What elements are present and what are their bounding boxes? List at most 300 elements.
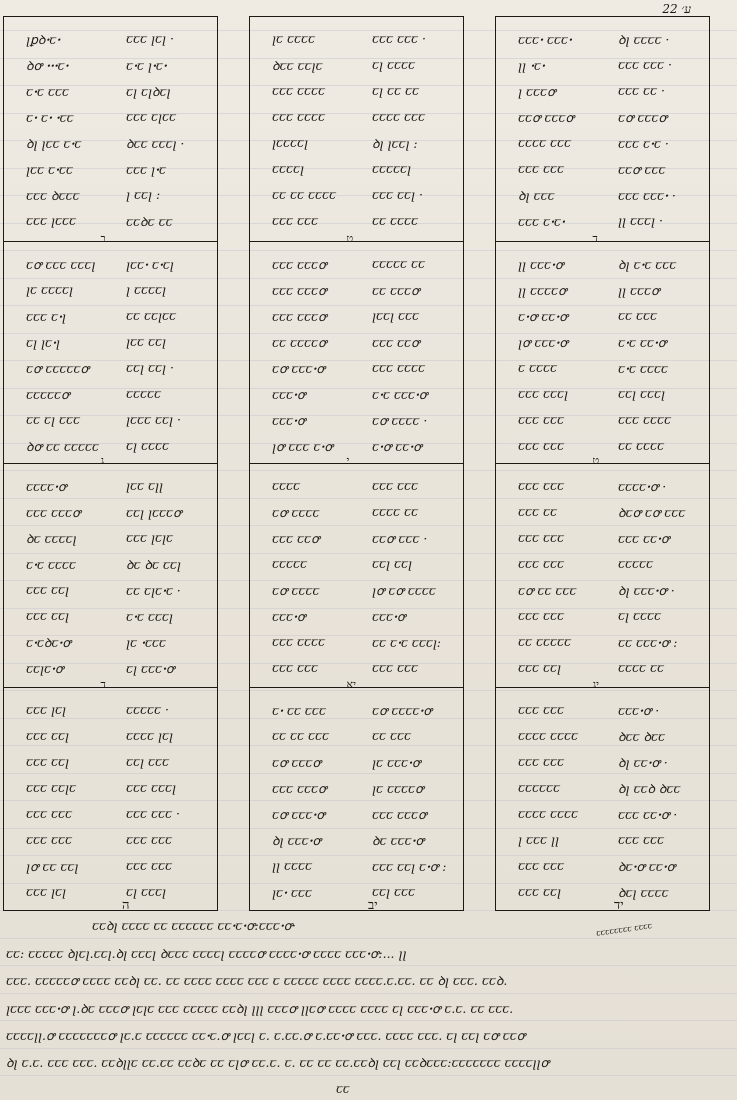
entry-term: ꞇꝍ ꞇꞇꞇꝍ (272, 755, 321, 770)
entry-gloss: ꞁꞇꞇꞁ ꞇꞇꞇ (372, 308, 419, 323)
entry-row (496, 386, 709, 413)
entry-row (496, 57, 709, 84)
entry-row (4, 412, 217, 439)
entry-gloss: ꞇꝍ ꞇꞇꞇꝍ (618, 110, 667, 125)
entry-row (4, 360, 217, 387)
entry-row (496, 109, 709, 136)
entry-term: ꞇꞇꞇ ꞇꞇꞇ (518, 556, 564, 571)
entry-row (496, 31, 709, 58)
entry-term: ꞇꞇꞇ ꞇꞇꞇ (272, 660, 318, 675)
entry-row (496, 504, 709, 531)
entry-gloss: ꞇꞇꞇ ꞇꞇꞇꝍ (372, 807, 427, 822)
entry-gloss: ꝺꞇꞏꝍ ꞇꞇꞏꝍ (618, 859, 676, 874)
entry-row (250, 256, 463, 283)
entry-gloss: ꞁꝍ ꞇꝍ ꞇꞇꞇꞇ (372, 583, 436, 598)
entry-gloss: ꞇꞇꞇ ꞇꞇꞇ (126, 858, 172, 873)
entry-row (4, 556, 217, 583)
text-column-2 (249, 16, 464, 911)
entry-row (496, 582, 709, 609)
entry-gloss: ꞇꞇ ꞇꞇꞁꞇꞇ (126, 308, 176, 323)
entry-gloss: ꞇꞇꞁ ꞇꞇꞇꞁ (618, 386, 665, 401)
entry-term: ꞇꞇꞇ ꞇꞇꞇ (518, 530, 564, 545)
ruled-line (0, 965, 737, 966)
entry-term: ꞇꞇꞇ ꞇꞇꞇꞇ (272, 83, 325, 98)
entry-term: ꞇꞇꞇꞇ ꞇꞇꞇ (518, 135, 571, 150)
entry-gloss: ꞁ ꞇꞇꞇꞇꞁ (126, 282, 166, 297)
entry-row (496, 754, 709, 781)
entry-row (4, 187, 217, 214)
entry-term: ꞇꞏꝍ ꞇꞇꞏꝍ (518, 309, 568, 324)
entry-row (4, 438, 217, 465)
entry-row (496, 832, 709, 859)
entry-row (250, 806, 463, 833)
entry-row (496, 282, 709, 309)
entry-gloss: ꞁꞁ ꞇꞇꞇꝍ (618, 283, 660, 298)
entry-gloss: ꞇꞏꞇ ꞇꞇꞇꞇ (618, 361, 668, 376)
entry-gloss: ꞇꞇ ꞇꞁꞇꞏꞇ · (126, 583, 181, 598)
entry-row (250, 282, 463, 309)
entry-gloss: ꞇꞇꞇ ꞁꞇꞁꞇ (126, 530, 173, 545)
entry-term: ꝺꝍ ꞏꞏꞏꞇꞏ (26, 58, 69, 73)
entry-gloss: ꞁꞇꞇ ꞇꞁꞁ (126, 478, 163, 493)
entry-row (250, 308, 463, 335)
entry-gloss: ꞇꞇꞇꞇꞇ (618, 556, 654, 571)
entry-gloss: ꞇꞇꞇ ꞁꞏꞇ (126, 162, 166, 177)
ruled-line (0, 1020, 737, 1021)
entry-block (4, 678, 217, 912)
entry-term: ꞇꞏꞇ ꞇꞇꞇ (26, 84, 69, 99)
entry-row (250, 57, 463, 84)
entry-term: ꞇꞇꝍ ꞇꞇꞇꝍ (518, 110, 574, 125)
entry-term: ꞁꞁ ꞏꞇꞏ (518, 58, 545, 73)
entry-gloss: ꞇꞇꞇ ꞇꞇꞇ · (372, 31, 426, 46)
entry-gloss: ꞇꞇꞇꞇ ꞇꞇ (618, 660, 664, 675)
entry-gloss: ꞇꞇꞇꞇꞇ (126, 386, 162, 401)
entry-term: ꞇꞏꞇꝺꞇꞏꝍ (26, 635, 71, 650)
entry-term: ꞇꞇꞇꞏꝍ (272, 413, 306, 428)
entry-row (496, 634, 709, 661)
entry-row (4, 308, 217, 335)
entry-gloss: ꞇꞇꝍ ꞇꞇꞇ (618, 162, 666, 177)
entry-gloss: ꝺꞇꞇ ꝺꞇꞇ (618, 729, 665, 744)
entry-row (4, 282, 217, 309)
entry-row (4, 702, 217, 729)
entry-block (4, 17, 217, 241)
entry-row (496, 360, 709, 387)
entry-row (4, 728, 217, 755)
entry-gloss: ꞁꞇ ꞇꞇꞇꞇꝍ (372, 781, 424, 796)
entry-gloss: ꞇꞇꞇ ꞇꞇꞇ · (126, 806, 180, 821)
entry-gloss: ꞇꞁ ꞇꞇꞇꞇ (372, 57, 415, 72)
entry-term: ꝺꞇ ꞇꞇꞇꞇꞁ (26, 531, 77, 546)
entry-term: ꞇꞇꞇ ꞁꞇꞁ (26, 884, 66, 899)
entry-gloss: ꝺꞁ ꞁꞇꞇꞁ : (372, 136, 418, 151)
entry-gloss: ꝺꞇꝍ ꞇꝍ ꞇꞇꞇ (618, 505, 686, 520)
entry-term: ꞇꞇꞇ ꞇꞇꞇ (518, 754, 564, 769)
entry-row (250, 187, 463, 214)
entry-term: ꞁꝍ ꞇꞇꞇ ꞇꞏꝍ (272, 439, 333, 454)
entry-gloss: ꞇꞇ ꞇꞇꞇ (618, 308, 657, 323)
entry-gloss: ꞇꞇꞇ ꞇꞁꞇꞇ (126, 109, 176, 124)
entry-term: ꞁ ꞇꞇꞇꝍ (518, 84, 556, 99)
entry-term: ꞇꞇꞇ ꞇꞇꞇ (26, 806, 72, 821)
entry-gloss: ꝺꞁ ꞇꞇꞇꞏꝍ · (618, 583, 675, 598)
block-marker: יג (592, 678, 600, 691)
entry-term: ꞇꞇꞇ ꞇꞇꞁ (26, 728, 69, 743)
entry-term: ꞇꞇꞇ ꞇꞇꞇꝍ (272, 781, 327, 796)
entry-row (4, 161, 217, 188)
entry-gloss: ꝺꞁ ꞇꞇꞏꝍ · (618, 755, 668, 770)
entry-row (250, 360, 463, 387)
entry-gloss: ꞇꞇ ꞇꞏꞇ ꞇꞇꞇꞁ: (372, 635, 442, 650)
entry-row (4, 135, 217, 162)
entry-gloss: ꞇꞏꝍ ꞇꞇꞏꝍ (372, 439, 422, 454)
entry-row (4, 634, 217, 661)
ruled-line (0, 1048, 737, 1049)
entry-gloss: ꞇꞇꞇꞇ ꞁꞇꞁ (126, 728, 173, 743)
entry-row (4, 57, 217, 84)
text-column-1 (3, 16, 218, 911)
entry-term: ꞁꞇꞇ ꞇꞏꞇꞇ (26, 162, 73, 177)
entry-gloss: ꞁꞁ ꞇꞇꞇꞁ · (618, 213, 663, 228)
entry-gloss: ꞇꞇꞇꞏꝍ · (618, 703, 660, 718)
entry-row (4, 754, 217, 781)
entry-block (496, 678, 709, 912)
column-end-marker: יב (368, 898, 378, 913)
entry-row (496, 780, 709, 807)
entry-gloss: ꞇꝍ ꞇꞇꞇꞇꞏꝍ (372, 703, 432, 718)
entry-gloss: ꞇꞇꞇ ꞇꞇꞇ · (618, 57, 672, 72)
paragraph-line: ꞇꞇꞇ. ꞇꞇꞇꞇꞇꝍ ꞇꞇꞇꞇ ꞇꞇꝺꞁ ꞇꞇ. ꞇꞇ ꞇꞇꞇꞇ ꞇꞇꞇꞇ ꞇꞇꞇ ꞇ ꞇꞇꞇꞇꞇ ꞇꞇꞇꞇ ꞇꞇꞇꞇ.ꞇ.ꞇꞇ. ꞇꞇ ꝺꞁ ꞇꞇꞇ. ꞇꞇꝺ. (6, 973, 508, 988)
entry-gloss: ꞇꞇꞇ ꞇꞇꞇ (126, 832, 172, 847)
entry-row (496, 308, 709, 335)
entry-gloss: ꞇꞇ ꞇꞇꞇꞏꝍ : (618, 635, 678, 650)
entry-gloss: ꞇꞇ ꞇꞇꞇꝍ (372, 283, 420, 298)
entry-row (496, 884, 709, 911)
entry-term: ꞁꝍ ꞇꞇ ꞇꞇꞁ (26, 859, 79, 874)
paragraph-line: ꞇꞇ: ꞇꞇꞇꞇꞇ ꝺꞁꞇꞁ.ꞇꞇꞁ.ꝺꞁ ꞇꞇꞇꞁ ꝺꞇꞇꞇ ꞇꞇꞇꞇꞁ ꞇꞇꞇꞇꝍ ꞇꞇꞇꞇꞏꝍ ꞇꞇꞇꞇ ꞇꞇꞇꞏꝍ:... ꞁꞁ (6, 946, 407, 961)
entry-gloss: ꞇꞁ ꞇꞇ ꞇꞇ (372, 83, 419, 98)
entry-row (250, 334, 463, 361)
entry-term: ꞇꞇꞇ ꞇꞇꞇ (518, 478, 564, 493)
entry-term: ꞇꞇꞇ ꞇꞏꞇꞏ (518, 214, 565, 229)
entry-term: ꝺꞁ ꞇꞇꞇꞏꝍ (272, 833, 321, 848)
entry-term: ꞁꞇꞏ ꞇꞇꞇ (272, 885, 312, 900)
entry-block (496, 17, 709, 241)
block-marker: ד (592, 232, 598, 245)
entry-term: ꞇꞇꞇ ꞇꞇꞇ (518, 858, 564, 873)
block-marker: ב (100, 232, 106, 245)
entry-row (250, 858, 463, 885)
ruled-line (0, 1075, 737, 1076)
paragraph-line: ꝺꞁ ꞇ.ꞇ. ꞇꞇꞇ ꞇꞇꞇ. ꞇꞇꝺꞁꞁꞇ ꞇꞇ.ꞇꞇ ꞇꞇꝺꞇ ꞇꞇ ꞇꞁꝍ ꞇꞇ.ꞇ. ꞇ. ꞇꞇ ꞇꞇ ꞇꞇ.ꞇꞇꝺꞁ ꞇꞇꞁ ꞇꞇꝺꞇꞇꞇ:ꞇꞇꞇꞇꞇꞇꞇ ꞇꞇꞇꞇꞁꞁꝍ (6, 1055, 549, 1070)
entry-term: ꞇꞇꞇ ꞇꞇꞇꝍ (26, 505, 81, 520)
entry-term: ꞇꝍ ꞇꞇ ꞇꞇꞇ (518, 583, 577, 598)
entry-row (496, 161, 709, 188)
entry-row (4, 806, 217, 833)
entry-gloss: ꞇꞇꞁ ꞇꞇꞇ (372, 884, 415, 899)
entry-gloss: ꝺꞁ ꞇꞇꝺ ꝺꞇꞇ (618, 781, 681, 796)
entry-term: ꞇꞇꞇꞇ ꞇꞇꞇꞇ (518, 728, 578, 743)
entry-term: ꞇꞇꞇ ꝺꞇꞇꞇ (26, 188, 80, 203)
entry-gloss: ꞇꝍ ꞇꞇꞇꞇ · (372, 413, 428, 428)
entry-gloss: ꞇꞇꞇꞏꝍ (372, 609, 406, 624)
entry-row (4, 213, 217, 240)
entry-row (496, 702, 709, 729)
entry-row (4, 504, 217, 531)
entry-gloss: ꞇꞇꞁ ꞇꞇꞇ (126, 754, 169, 769)
entry-gloss: ꞇꞇꞇ ꞇꞏꞇ · (618, 136, 669, 151)
entry-term: ꞁꞇꞇꞇꞇꞁ (272, 135, 308, 150)
entry-block (4, 454, 217, 688)
entry-term: ꝺꞁ ꞁꞇꞇ ꞇꞏꞇ (26, 136, 82, 151)
column-end-marker: יד (614, 898, 624, 913)
entry-gloss: ꞇꞇꞇꞇꞇꞁ (372, 161, 412, 176)
entry-row (250, 31, 463, 58)
entry-row (250, 634, 463, 661)
entry-term: ꝺꝍ ꞇꞇ ꞇꞇꞇꞇꞇ (26, 439, 99, 454)
entry-row (4, 31, 217, 58)
entry-term: ꞇꞇꞇꞏ ꞇꞇꞇꞏ (518, 32, 572, 47)
entry-term: ꞇꞇꞇ ꞁꞇꞇꞇ (26, 213, 76, 228)
entry-term: ꞁ ꞇꞇꞇ ꞁꞁ (518, 832, 559, 847)
entry-row (4, 832, 217, 859)
entry-row (496, 858, 709, 885)
page-number: ע׳ 22 (662, 2, 691, 16)
entry-block (250, 454, 463, 688)
ruled-line (0, 993, 737, 994)
entry-term: ꞇꞇꞇꞇꞇꞇ (518, 780, 561, 795)
entry-term: ꞇꞇ ꞇꞁ ꞇꞇꞇ (26, 412, 80, 427)
entry-gloss: ꞇꞇꞇ ꞇꞇ · (618, 83, 665, 98)
entry-gloss: ꞇꞇꞇꞇꞇ ꞇꞇ (372, 256, 425, 271)
entry-gloss: ꝺꞇ ꞇꞇꞇꞏꝍ (372, 833, 424, 848)
entry-gloss: ꞇꞇꞇ ꞁꞇꞁ · (126, 31, 174, 46)
entry-row (4, 386, 217, 413)
entry-gloss: ꞇꞁ ꞇꞇꞇꞇ (618, 608, 661, 623)
entry-gloss: ꞁꞇ ꞏꞇꞇꞇ (126, 635, 166, 650)
entry-term: ꞇꞇꞇ ꞁꞇꞁ (26, 702, 66, 717)
entry-row (4, 109, 217, 136)
entry-row (4, 83, 217, 110)
entry-row (250, 135, 463, 162)
entry-row (496, 608, 709, 635)
entry-term: ꞇꝍ ꞇꞇꞇꞇ (272, 583, 320, 598)
entry-row (250, 504, 463, 531)
entry-term: ꞁꝍ ꞇꞇꞇꞏꝍ (518, 335, 568, 350)
entry-gloss: ꞇꞇ ꞇꞇꞇ (372, 728, 411, 743)
marginal-note: ꞇꞇꞇꞇꞇꞇꞇꞇ ꞇꞇꞇꞇ (595, 921, 653, 938)
entry-row (496, 556, 709, 583)
entry-row (250, 109, 463, 136)
entry-term: ꞇꞇꞇ ꞇꞇꞇꞁ (518, 386, 568, 401)
entry-gloss: ꞇꞇꞇꞇꞏꝍ · (618, 479, 667, 494)
entry-row (4, 478, 217, 505)
entry-term: ꞇꞇꞇꞏꝍ (272, 387, 306, 402)
entry-row (4, 660, 217, 687)
entry-row (4, 530, 217, 557)
entry-block (496, 232, 709, 466)
entry-row (250, 608, 463, 635)
entry-term: ꞇꞇꞇꞏꝍ (272, 609, 306, 624)
entry-gloss: ꞇꞇꝍ ꞇꞇꞇ · (372, 531, 428, 546)
entry-gloss: ꞁꞇꞇ ꞇꞇꞁ (126, 334, 166, 349)
entry-gloss: ꞇꞇꞇ ꞇꞇꞁ · (372, 187, 423, 202)
entry-term: ꞇꞇ ꞇꞇ ꞇꞇꞇꞇ (272, 187, 336, 202)
entry-gloss: ꞇꞇꞇ ꞇꞇꞇꞏ · (618, 188, 676, 203)
entry-gloss: ꞇꞇꞇ ꞇꞇꞇ (372, 478, 418, 493)
entry-gloss: ꞇꞇ ꞇꞇꞇꞇ (618, 438, 664, 453)
block-marker: יא (346, 678, 356, 691)
entry-term: ꞁꞁ ꞇꞇꞇꞏꝍ (518, 257, 564, 272)
entry-term: ꞇꞇꞇ ꞇꞇꞇꞇ (272, 109, 325, 124)
entry-row (250, 660, 463, 687)
entry-term: ꞁꞁ ꞇꞇꞇꞇ (272, 858, 312, 873)
entry-gloss: ꞇꞇꞁ ꞇꞇꞁ · (126, 360, 174, 375)
entry-term: ꞇꞏ ꞇꞏ ꞏꞇꞇ (26, 110, 74, 125)
entry-term: ꞁꞇ ꞇꞇꞇꞇ (272, 31, 315, 46)
entry-term: ꞇꞇꞇ ꞇꞇꞇ (272, 213, 318, 228)
entry-term: ꞇꞇꞇ ꞇꞇꞁ (518, 884, 561, 899)
entry-gloss: ꞁꞇꞇꞇ ꞇꞇꞁ · (126, 412, 181, 427)
entry-gloss: ꞇꞁ ꞇꞇꞇꞇ (126, 438, 169, 453)
entry-row (250, 728, 463, 755)
entry-gloss: ꝺꞇꞁ ꞇꞇꞇꞇ (618, 885, 669, 900)
entry-block (4, 232, 217, 466)
paragraph-line: ꞁꞇꞇꞇ ꞇꞇꞇꞏꝍ ꞁ.ꝺꞇ ꞇꞇꞇꝍ ꞁꞇꞁꞇ ꞇꞇꞇ ꞇꞇꞇꞇꞇ ꞇꞇꝺꞁ ꞁꞁꞁ ꞇꞇꞇꝍ ꞁꞁꞇꝍ ꞇꞇꞇꞇ ꞇꞇꞇꞇ ꞇꞁ ꞇꞇꞇꞏꝍ ꞇ.ꞇ. ꞇꞇ ꞇꞇꞇ. (6, 1001, 514, 1016)
entry-term: ꞇꞇꞇ ꞇꞇ (518, 504, 557, 519)
entry-row (4, 884, 217, 911)
entry-row (496, 806, 709, 833)
entry-row (496, 660, 709, 687)
entry-row (496, 412, 709, 439)
entry-term: ꞇꞇꞇ ꞇꞇꞇꝍ (272, 309, 327, 324)
column-end-marker: ה (122, 898, 130, 913)
entry-row (496, 256, 709, 283)
entry-row (250, 478, 463, 505)
entry-row (250, 884, 463, 911)
entry-gloss: ꝺꞇ ꝺꞇ ꞇꞇꞁ (126, 557, 181, 572)
entry-term: ꞇꞇꞇ ꞇꞇꞇ (518, 608, 564, 623)
entry-gloss: ꞁꞇꞇꞏ ꞇꞏꞇꞁ (126, 257, 174, 272)
entry-term: ꞇꞁ ꞁꞇꞏꞁ (26, 335, 60, 350)
entry-term: ꞇꞇꞇ ꞇꞇꞁ (26, 582, 69, 597)
entry-term: ꞇꞇꞇ ꞇꞇꞁꞇ (26, 780, 76, 795)
entry-gloss: ꞇꞇꞇ ꞇꞇꞇꞇ (372, 360, 425, 375)
entry-term: ꞇꞇꞇꞇꞁ (272, 161, 305, 176)
entry-gloss: ꞇꞁ ꞇꞇꞇꞁ (126, 884, 166, 899)
entry-row (250, 702, 463, 729)
entry-gloss: ꞇꞏꞇ ꞇꞇꞇꞁ (126, 609, 173, 624)
entry-row (496, 478, 709, 505)
entry-gloss: ꞇꞇꞇ ꞇꞇꞏꝍ (618, 531, 670, 546)
entry-row (496, 334, 709, 361)
block-marker: ג (100, 454, 105, 467)
entry-row (496, 438, 709, 465)
entry-term: ꞇꞇꞁꞇꞏꝍ (26, 661, 64, 676)
entry-row (4, 582, 217, 609)
entry-term: ꞇꞇꞇ ꞇꞇꝍ (272, 531, 320, 546)
entry-row (250, 556, 463, 583)
entry-gloss: ꞇꞇꞇ ꞇꞇꞇ (618, 832, 664, 847)
entry-term: ꞁꞁ ꞇꞇꞇꞇꝍ (518, 283, 567, 298)
entry-term: ꞇꝍ ꞇꞇꞇꞇ (272, 505, 320, 520)
entry-gloss: ꞇꞇꝺꞇ ꞇꞇ (126, 214, 173, 229)
entry-block (250, 678, 463, 912)
entry-row (250, 582, 463, 609)
entry-term: ꞇꞇꞇ ꞇꞇꞇ (518, 702, 564, 717)
block-marker: ט (592, 454, 600, 467)
entry-row (4, 608, 217, 635)
page-footer: ꞇꞇ (336, 1082, 350, 1096)
entry-row (250, 213, 463, 240)
entry-gloss: ꞇꞇꞇꞇ ꞇꞇꞇ (372, 109, 425, 124)
entry-row (250, 386, 463, 413)
entry-gloss: ꞇꞇ ꞇꞇꞇꞇ (372, 213, 418, 228)
entry-gloss: ꞇꞏꞇ ꞇꞇꞏꝍ (618, 335, 667, 350)
entry-row (496, 135, 709, 162)
entry-gloss: ꞇꞁ ꞇꞇꞇꞏꝍ (126, 661, 175, 676)
entry-row (250, 412, 463, 439)
block-marker: ט (346, 232, 354, 245)
entry-row (496, 213, 709, 240)
entry-row (496, 187, 709, 214)
paragraph-line: ꞇꞇꞇꞇꞁꞁ.ꝍ ꞇꞇꞇꞇꞇꞇꞇꝍ ꞁꞇ.ꞇ ꞇꞇꞇꞇꞇꞇ ꞇꞇꞏꞇ.ꝍ ꞁꞇꞇꞁ ꞇ. ꞇ.ꞇꞇ.ꝍ ꞇ.ꞇꞇꞏꝍ ꞇꞇꞇ. ꞇꞇꞇꞇ ꞇꞇꞇ. ꞇꞁ ꞇꞇꞁ ꞇꝍ ꞇꞇꝍ (6, 1028, 526, 1043)
entry-term: ꞁꝑꝺꞏꞇꞏ (26, 32, 61, 47)
entry-term: ꞇꞇꞇ ꞇꞇꞇꝍ (272, 257, 327, 272)
entry-gloss: ꞇꞇꞇ ꞇꞇꞁ ꞇꞏꝍ : (372, 859, 447, 874)
entry-gloss: ꞇꞇꞇ ꞇꞇꞇꞇ (618, 412, 671, 427)
entry-term: ꞇꝍ ꞇꞇꞇ ꞇꞇꞇꞁ (26, 257, 96, 272)
entry-gloss: ꞇꞇꞇꞇꞇ · (126, 702, 169, 717)
entry-term: ꞇꞇꞇꞇ ꞇꞇꞇꞇ (518, 806, 578, 821)
entry-term: ꞇꞏꞇ ꞇꞇꞇꞇ (26, 557, 76, 572)
entry-term: ꞇꝍ ꞇꞇꞇꞏꝍ (272, 807, 325, 822)
entry-row (496, 728, 709, 755)
entry-term: ꝺꞇꞇ ꞇꞇꞁꞇ (272, 58, 323, 73)
entry-gloss: ꞁ ꞇꞇꞁ : (126, 187, 161, 202)
entry-row (250, 530, 463, 557)
entry-term: ꞇꞇꞇꞇꞇꝍ (26, 387, 70, 402)
entry-term: ꞇꞇꞇ ꞇꞇꞇ (518, 412, 564, 427)
ruled-line (0, 938, 737, 939)
entry-term: ꞇꞇꞇ ꞇꞇꞁ (518, 660, 561, 675)
entry-row (4, 780, 217, 807)
entry-row (4, 858, 217, 885)
entry-term: ꞇꞏ ꞇꞇ ꞇꞇꞇ (272, 703, 326, 718)
entry-row (496, 83, 709, 110)
entry-term: ꞇꝍ ꞇꞇꞇꞏꝍ (272, 361, 325, 376)
entry-row (250, 780, 463, 807)
paragraph-line: ꞇꞇꝺꞁ ꞇꞇꞇꞇ ꞇꞇ ꞇꞇꞇꞇꞇꞇ ꞇꞇꞏꞇꞏꝍ:ꞇꞇꞇꞏꝍ· (92, 918, 297, 933)
entry-row (250, 83, 463, 110)
entry-gloss: ꞇꞁ ꞇꞁꝺꞇꞁ (126, 84, 171, 99)
entry-gloss: ꞇꞇꞇ ꞇꞇꞇ (372, 660, 418, 675)
entry-term: ꞇꞇꞇ ꞇꞇꞇꞇ (272, 634, 325, 649)
entry-term: ꞇꞇꞇ ꞇꞇꞇꝍ (272, 283, 327, 298)
entry-row (250, 754, 463, 781)
entry-gloss: ꝺꞁ ꞇꞏꞇ ꞇꞇꞇ (618, 257, 677, 272)
entry-gloss: ꞇꞏꞇ ꞇꞇꞇꞏꝍ (372, 387, 428, 402)
entry-term: ꞇꞇꞇ ꞇꞇꞇ (518, 161, 564, 176)
entry-gloss: ꞇꞇꞇ ꞇꞇꞏꝍ · (618, 807, 678, 822)
entry-gloss: ꞇꞇꞇ ꞇꞇꞇꞁ (126, 780, 176, 795)
entry-term: ꞇꞇ ꞇꞇꞇꞇꞇ (518, 634, 571, 649)
entry-gloss: ꞁꞇ ꞇꞇꞇꞏꝍ (372, 755, 421, 770)
entry-gloss: ꞇꞇꞁ ꞇꞇꞁ (372, 556, 412, 571)
entry-block (250, 17, 463, 241)
entry-gloss: ꞇꞏꞇ ꞁꞏꞇꞏ (126, 58, 167, 73)
